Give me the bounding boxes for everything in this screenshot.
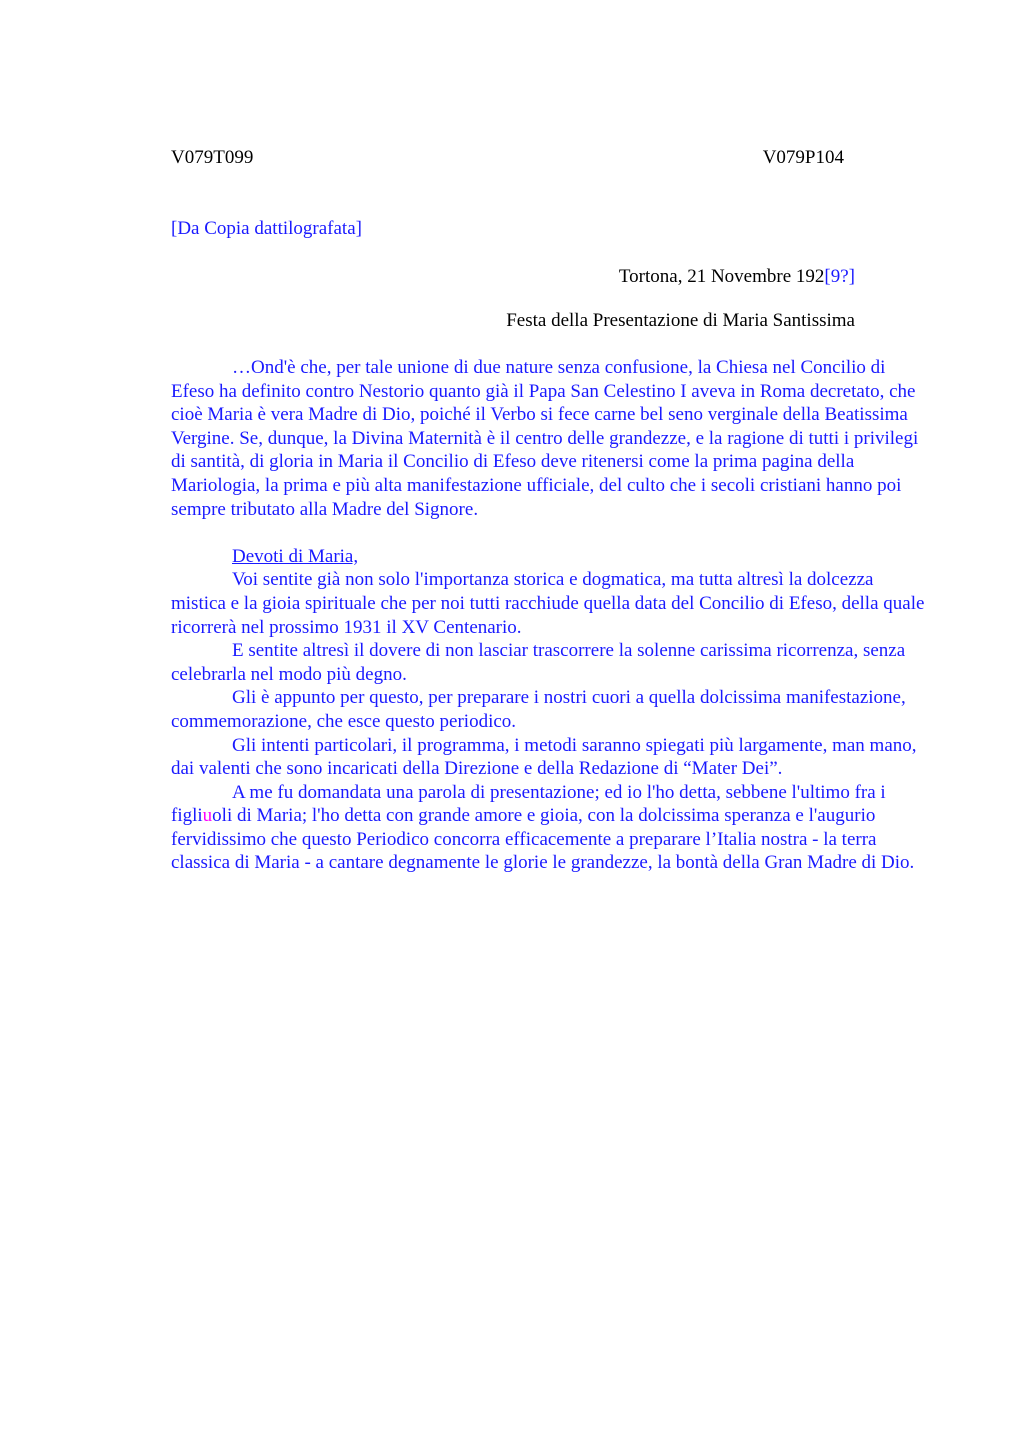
paragraph-periodical: Gli è appunto per questo, per preparare i nostri cuori a quella dolcissima manifestazione, commemorazione, che esce questo periodico. [171, 687, 906, 732]
presentation-text-start: A me fu domandata una parola di presentazione; ed io l'ho detta, sebbene l'ultimo fra i figli [171, 781, 886, 827]
place-date-text: Tortona, 21 Novembre 192 [618, 266, 825, 287]
corrected-letter: u [202, 805, 213, 827]
salutation-paragraph [171, 545, 925, 569]
paragraph-presentation [171, 781, 925, 875]
place-and-date [171, 265, 855, 289]
feast-heading: Festa della Presentazione di Maria Santissima [506, 310, 855, 331]
uncertain-year-digit: [9?] [824, 266, 855, 287]
paragraph-council-of-ephesus: …Ond'è che, per tale unione di due nature senza confusione, la Chiesa nel Concilio di Efeso ha definito contro Nestorio quanto già il Papa San Celestino I aveva in Roma decretato, che cioè Maria è vera Madre di Dio, poiché il Verbo si fece carne bel seno verginale della Beatissima Vergine. Se, dunque, la Divina Maternità è il centro delle grandezze, e la ragione di tutti i privilegi di santità, di gloria in Maria il Concilio di Efeso deve ritenersi come la prima pagina della Mariologia, la prima e più alta manifestazione ufficiale, del culto che i secoli cristiani hanno poi sempre tributato alla Madre del Signore. [171, 357, 919, 520]
left-document-code: V079T099 [171, 147, 254, 168]
paragraph-gap [171, 521, 925, 545]
paragraph-anniversary: Voi sentite già non solo l'importanza storica e dogmatica, ma tutta altresì la dolcezza mistica e la gioia spirituale che per noi tutti racchiude quella data del Concilio di Efeso, della quale ricorrerà nel prossimo 1931 il XV Centenario. [171, 569, 925, 638]
source-note: [Da Copia dattilografata] [171, 218, 362, 239]
letter-body [171, 356, 925, 875]
presentation-text-end: oli di Maria; l'ho detta con grande amore e gioia, con la dolcissima speranza e l'augurio fervidissimo che questo Periodico concorra efficacemente a preparare l’Italia nostra - la terra classica di Maria - a cantare degnamente le glorie le grandezze, la bontà della Gran Madre di Dio. [171, 805, 915, 874]
salutation: Devoti di Maria, [232, 545, 359, 567]
document-codes [171, 146, 844, 170]
right-document-code: V079P104 [762, 147, 844, 168]
paragraph-intents: Gli intenti particolari, il programma, i metodi saranno spiegati più largamente, man mano, dai valenti che sono incaricati della Direzione e della Redazione di “Mater Dei”. [171, 734, 917, 780]
paragraph-duty: E sentite altresì il dovere di non lasciar trascorrere la solenne carissima ricorrenza, senza celebrarla nel modo più degno. [171, 640, 906, 685]
